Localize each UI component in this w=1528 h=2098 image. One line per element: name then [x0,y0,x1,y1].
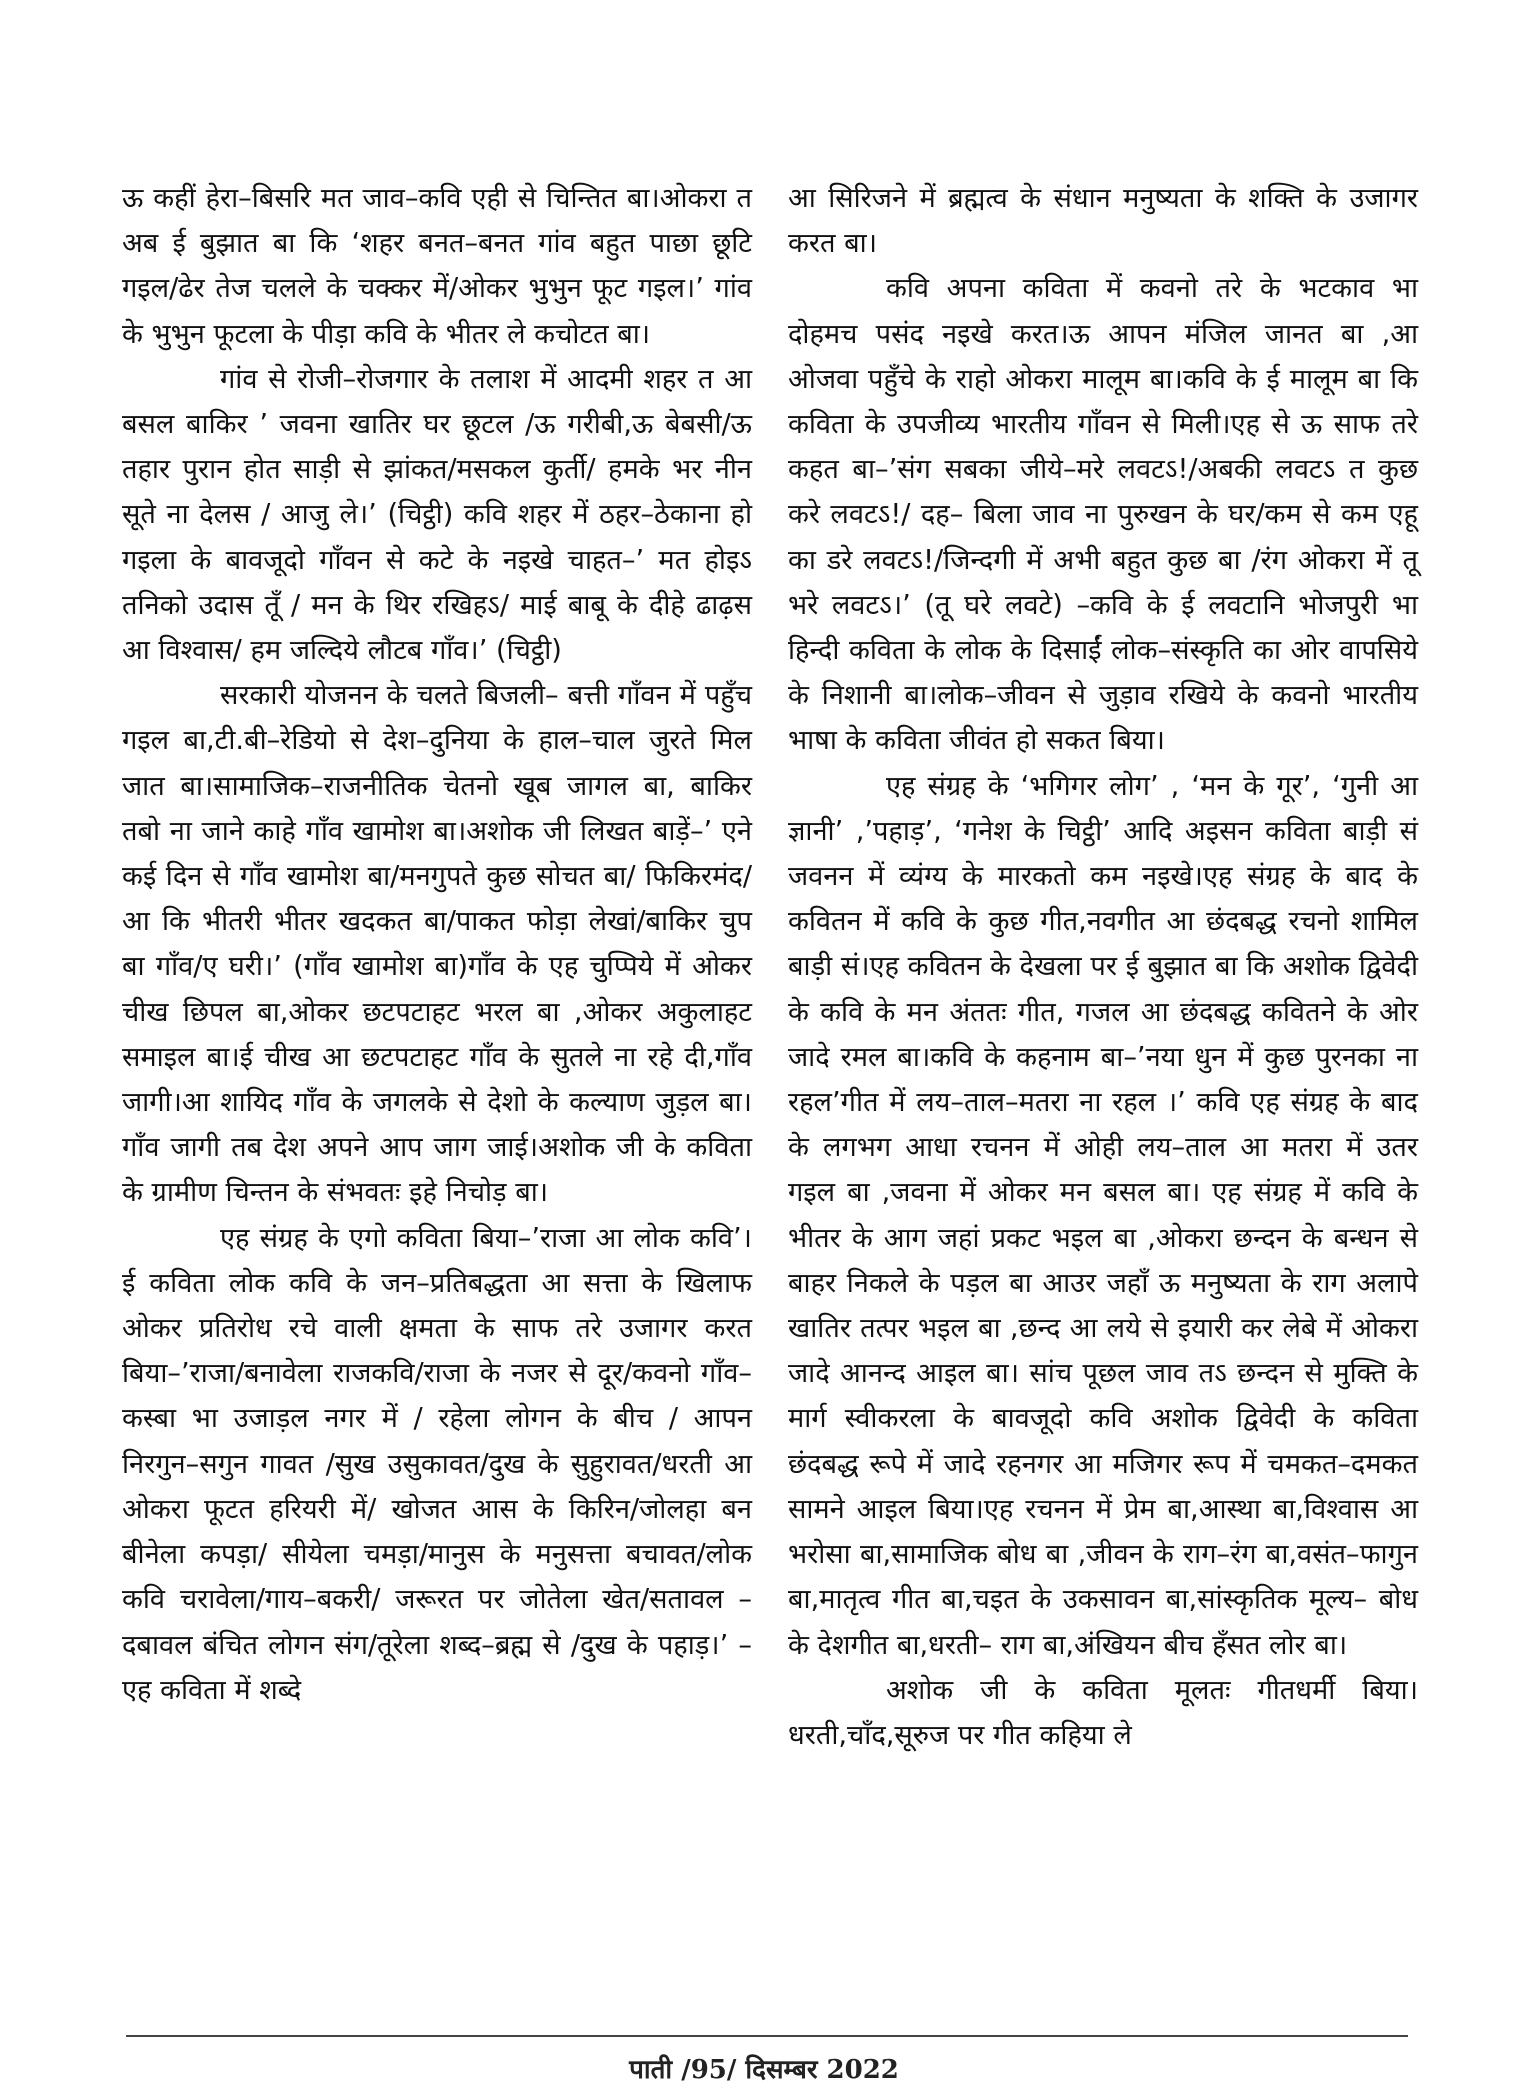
left-column [122,176,752,1713]
paragraph: एह संग्रह के ‘भगिगर लोग’ , ‘मन के गूर’, ‘गुनी आ ज्ञानी’ ,’पहाड़’, ‘गनेश के चिट्ठी’ आदि अइसन कविता बाड़ी सं जवनन में व्यंग्य के मारकतो कम नइखे।एह संग्रह के बाद के कवितन में कवि के कुछ गीत,नवगीत आ छंदबद्ध रचनो शामिल बाड़ी सं।एह कवितन के देखला पर ई बुझात बा कि अशोक द्विवेदी के कवि के मन अंततः गीत, गजल आ छंदबद्ध कवितने के ओर जादे रमल बा।कवि के कहनाम बा–’नया धुन में कुछ पुरनका ना रहल’गीत में लय–ताल–मतरा ना रहल ।’ कवि एह संग्रह के बाद के लगभग आधा रचनन में ओही लय–ताल आ मतरा में उतर गइल बा ,जवना में ओकर मन बसल बा। एह संग्रह में कवि के भीतर के आग जहां प्रकट भइल बा ,ओकरा छन्दन के बन्धन से बाहर निकले के पड़ल बा आउर जहाँ ऊ मनुष्यता के राग अलापे खातिर तत्पर भइल बा ,छन्द आ लये से इयारी कर लेबे में ओकरा जादे आनन्द आइल बा। सांच पूछल जाव तऽ छन्दन से मुक्ति के मार्ग स्वीकरला के बावजूदो कवि अशोक द्विवेदी के कविता छंदबद्ध रूपे में जादे रहनगर आ मजिगर रूप में चमकत–दमकत सामने आइल बिया।एह रचनन में प्रेम बा,आस्था बा,विश्वास आ भरोसा बा,सामाजिक बोध बा ,जीवन के राग–रंग बा,वसंत–फागुन बा,मातृत्व गीत बा,चइत के उकसावन बा,सांस्कृतिक मूल्य– बोध के देशगीत बा,धरती– राग बा,अंखियन बीच हँसत लोर बा। [788,770,1418,1661]
paragraph: आ सिरिजने में ब्रह्मत्व के संधान मनुष्यता के शक्ति के उजागर करत बा। [788,183,1418,260]
paragraph: कवि अपना कविता में कवनो तरे के भटकाव भा दोहमच पसंद नइखे करत।ऊ आपन मंजिल जानत बा ,आ ओजवा पहुँचे के राहो ओकरा मालूम बा।कवि के ई मालूम बा कि कविता के उपजीव्य भारतीय गाँवन से मिली।एह से ऊ साफ तरे कहत बा–’संग सबका जीये–मरे लवटऽ!/अबकी लवटऽ त कुछ करे लवटऽ!/ दह– बिला जाव ना पुरुखन के घर/कम से कम एहू का डरे लवटऽ!/जिन्दगी में अभी बहुत कुछ बा /रंग ओकरा में तू भरे लवटऽ।’ (तू घरे लवटे) –कवि के ई लवटानि भोजपुरी भा हिन्दी कविता के लोक के दिसाईं लोक–संस्कृति का ओर वापसिये के निशानी बा।लोक–जीवन से जुड़ाव रखिये के कवनो भारतीय भाषा के कविता जीवंत हो सकत बिया। [788,273,1418,757]
paragraph: गांव से रोजी–रोजगार के तलाश में आदमी शहर त आ बसल बाकिर ’ जवना खातिर घर छूटल /ऊ गरीबी,ऊ बेबसी/ऊ तहार पुरान होत साड़ी से झांकत/मसकल कुर्ती/ हमके भर नीन सूते ना देलस / आजु ले।’ (चिट्ठी) कवि शहर में ठहर–ठेकाना हो गइला के बावजूदो गाँवन से कटे के नइखे चाहत–’ मत होइऽ तनिको उदास तूँ / मन के थिर रखिहऽ/ माई बाबू के दीहे ढाढ़स आ विश्वास/ हम जल्दिये लौटब गाँव।’ (चिट्ठी) [122,363,752,667]
paragraph: एह संग्रह के एगो कविता बिया–’राजा आ लोक कवि’। ई कविता लोक कवि के जन–प्रतिबद्धता आ सत्ता के खिलाफ ओकर प्रतिरोध रचे वाली क्षमता के साफ तरे उजागर करत बिया–’राजा/बनावेला राजकवि/राजा के नजर से दूर/कवनो गाँव–कस्बा भा उजाड़ल नगर में / रहेला लोगन के बीच / आपन निरगुन–सगुन गावत /सुख उसुकावत/दुख के सुहुरावत/धरती आ ओकरा फूटत हरियरी में/ खोजत आस के किरिन/जोलहा बन बीनेला कपड़ा/ सीयेला चमड़ा/मानुस के मनुसत्ता बचावत/लोक कवि चरावेला/गाय–बकरी/ जरूरत पर जोतेला खेत/सतावल –दबावल बंचित लोगन संग/तूरेला शब्द–ब्रह्म से /दुख के पहाड़।’ –एह कविता में शब्दे [122,1222,753,1706]
paragraph: ऊ कहीं हेरा–बिसरि मत जाव–कवि एही से चिन्तित बा।ओकरा त अब ई बुझात बा कि ‘शहर बनत–बनत गांव बहुत पाछा छूटि गइल/ढेर तेज चलले के चक्कर में/ओकर भुभुन फूट गइल।’ गांव के भुभुन फूटला के पीड़ा कवि के भीतर ले कचोटत बा। [122,183,752,350]
paragraph: सरकारी योजनन के चलते बिजली– बत्ती गाँवन में पहुँच गइल बा,टी.बी–रेडियो से देश–दुनिया के हाल–चाल जुरते मिल जात बा।सामाजिक–राजनीतिक चेतनो खूब जागल बा, बाकिर तबो ना जाने काहे गाँव खामोश बा।अशोक जी लिखत बाड़ें–’ एने कई दिन से गाँव खामोश बा/मनगुपते कुछ सोचत बा/ फिकिरमंद/आ कि भीतरी भीतर खदकत बा/पाकत फोड़ा लेखां/बाकिर चुप बा गाँव/ए घरी।’ (गाँव खामोश बा)गाँव के एह चुप्पिये में ओकर चीख छिपल बा,ओकर छटपटाहट भरल बा ,ओकर अकुलाहट समाइल बा।ई चीख आ छटपटाहट गाँव के सुतले ना रहे दी,गाँव जागी।आ शायिद गाँव के जगलके से देशो के कल्याण जुड़ल बा।गाँव जागी तब देश अपने आप जाग जाई।अशोक जी के कविता के ग्रामीण चिन्तन के संभवतः इहे निचोड़ बा। [122,680,752,1209]
paragraph: अशोक जी के कविता मूलतः गीतधर्मी बिया। धरती,चाँद,सूरुज पर गीत कहिया ले [788,1674,1418,1751]
right-column [788,176,1418,1758]
page-footer: पाती /95/ दिसम्बर 2022 [629,2055,899,2085]
footer-divider [126,2035,1408,2037]
